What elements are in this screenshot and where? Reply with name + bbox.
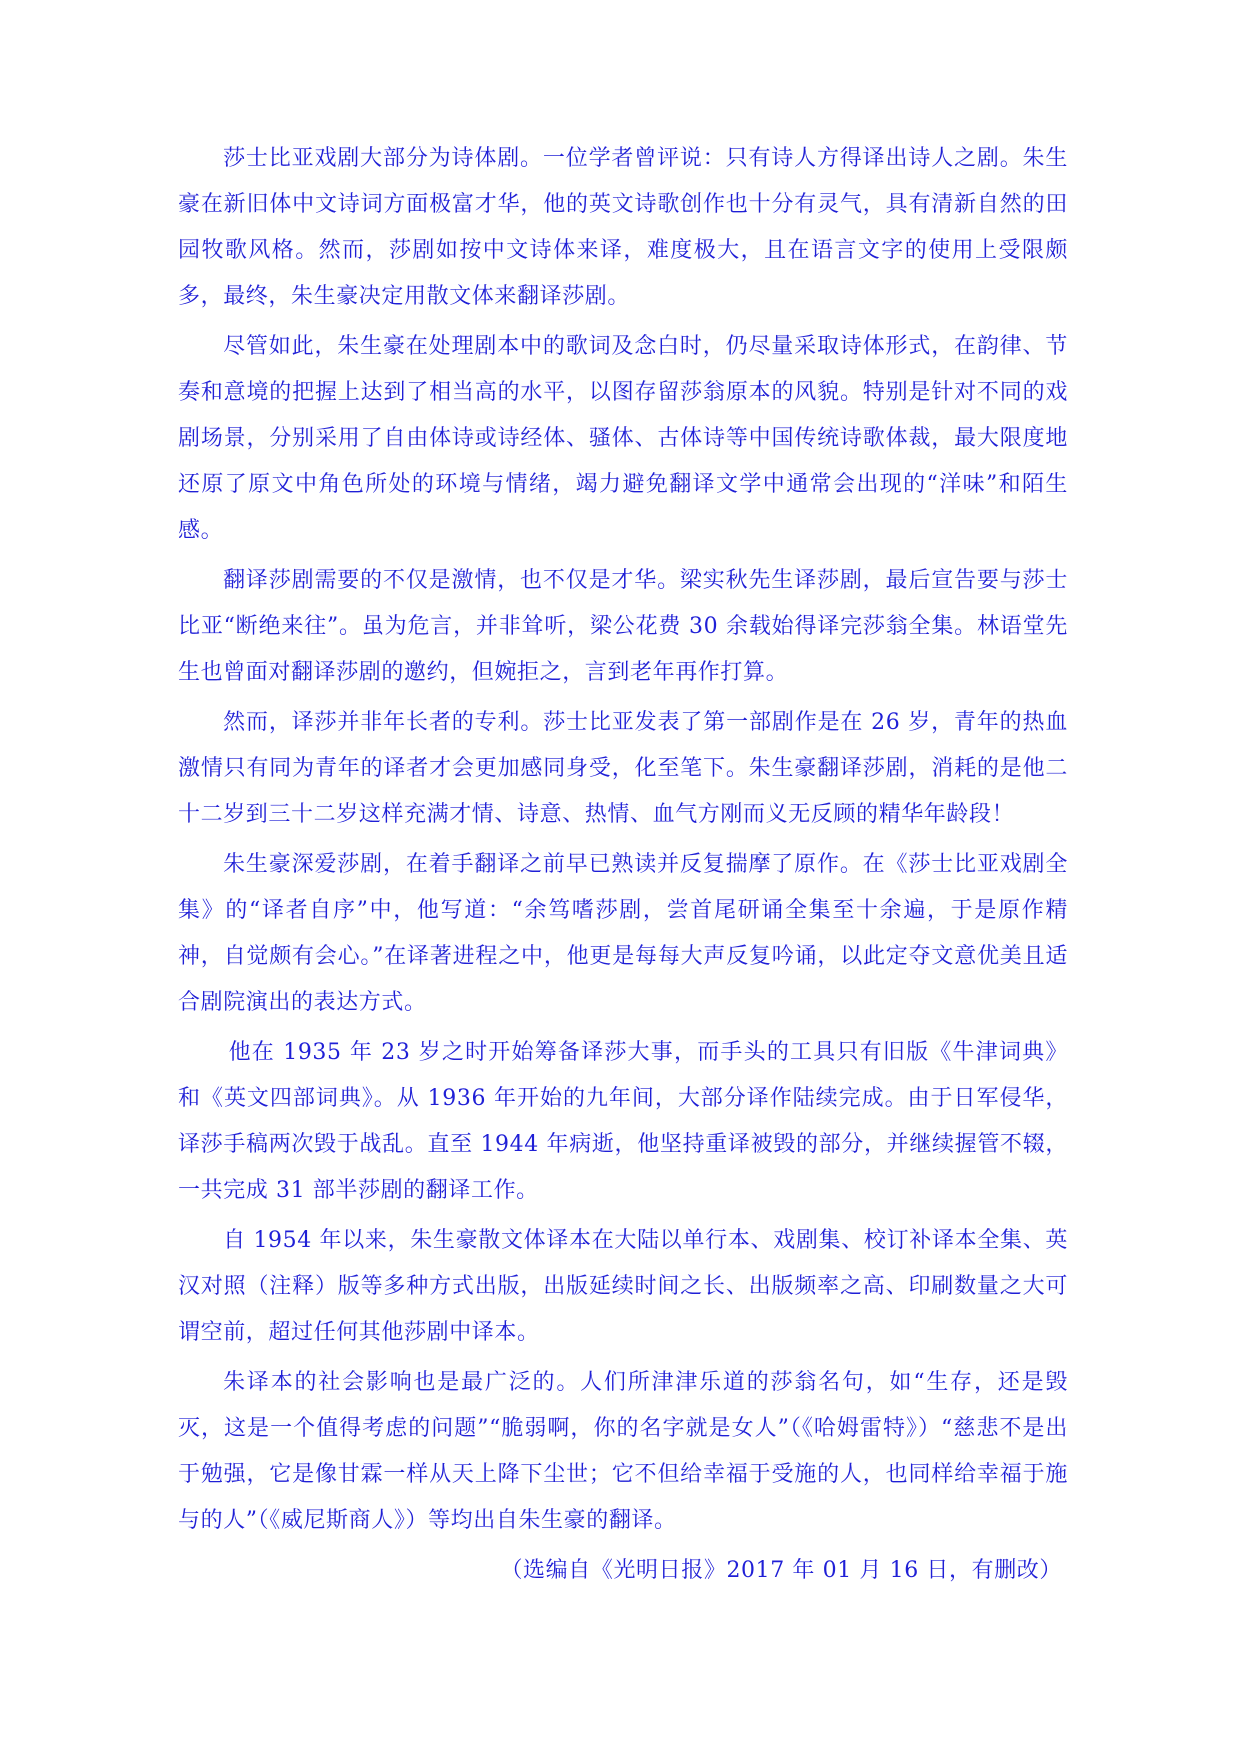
paragraph-2: 尽管如此，朱生豪在处理剧本中的歌词及念白时，仍尽量采取诗体形式，在韵律、节奏和意境的把握上达到了相当高的水平，以图存留莎翁原本的风貌。特别是针对不同的戏剧场景，分别采用了自由体诗或诗经体、骚体、古体诗等中国传统诗歌体裁，最大限度地还原了原文中角色所处的环境与情绪，竭力避免翻译文学中通常会出现的“洋味”和陌生感。	[178, 334, 1068, 543]
paragraph-6: 他在 1935 年 23 岁之时开始筹备译莎大事，而手头的工具只有旧版《牛津词典》和《英文四部词典》。从 1936 年开始的九年间，大部分译作陆续完成。由于日军侵华，译莎手稿两次毁于战乱。直至 1944 年病逝，他坚持重译被毁的部分，并继续握管不辍，一共完成 31 部半莎剧的翻译工作。	[178, 1040, 1068, 1203]
paragraph-3: 翻译莎剧需要的不仅是激情，也不仅是才华。梁实秋先生译莎剧，最后宣告要与莎士比亚“断绝来往”。虽为危言，并非耸听，梁公花费 30 余载始得译完莎翁全集。林语堂先生也曾面对翻译莎剧的邀约，但婉拒之，言到老年再作打算。	[178, 568, 1068, 685]
paragraph-8: 朱译本的社会影响也是最广泛的。人们所津津乐道的莎翁名句，如“生存，还是毁灭，这是一个值得考虑的问题”“脆弱啊，你的名字就是女人”（《哈姆雷特》）“慈悲不是出于勉强，它是像甘霖一样从天上降下尘世；它不但给幸福于受施的人，也同样给幸福于施与的人”（《威尼斯商人》）等均出自朱生豪的翻译。	[178, 1370, 1068, 1533]
paragraph-1: 莎士比亚戏剧大部分为诗体剧。一位学者曾评说：只有诗人方得译出诗人之剧。朱生豪在新旧体中文诗词方面极富才华，他的英文诗歌创作也十分有灵气，具有清新自然的田园牧歌风格。然而，莎剧如按中文诗体来译，难度极大，且在语言文字的使用上受限颇多，最终，朱生豪决定用散文体来翻译莎剧。	[178, 146, 1068, 309]
paragraph-4: 然而，译莎并非年长者的专利。莎士比亚发表了第一部剧作是在 26 岁，青年的热血激情只有同为青年的译者才会更加感同身受，化至笔下。朱生豪翻译莎剧，消耗的是他二十二岁到三十二岁这样充满才情、诗意、热情、血气方刚而义无反顾的精华年龄段！	[178, 710, 1068, 827]
source-citation: （选编自《光明日报》2017 年 01 月 16 日，有删改）	[500, 1558, 1062, 1583]
paragraph-5: 朱生豪深爱莎剧，在着手翻译之前早已熟读并反复揣摩了原作。在《莎士比亚戏剧全集》的“译者自序”中，他写道：“余笃嗜莎剧，尝首尾研诵全集至十余遍，于是原作精神，自觉颇有会心。”在译著进程之中，他更是每每大声反复吟诵，以此定夺文意优美且适合剧院演出的表达方式。	[178, 852, 1068, 1015]
article-body	[178, 136, 1068, 1594]
paragraph-7: 自 1954 年以来，朱生豪散文体译本在大陆以单行本、戏剧集、校订补译本全集、英汉对照（注释）版等多种方式出版，出版延续时间之长、出版频率之高、印刷数量之大可谓空前，超过任何其他莎剧中译本。	[178, 1228, 1068, 1345]
